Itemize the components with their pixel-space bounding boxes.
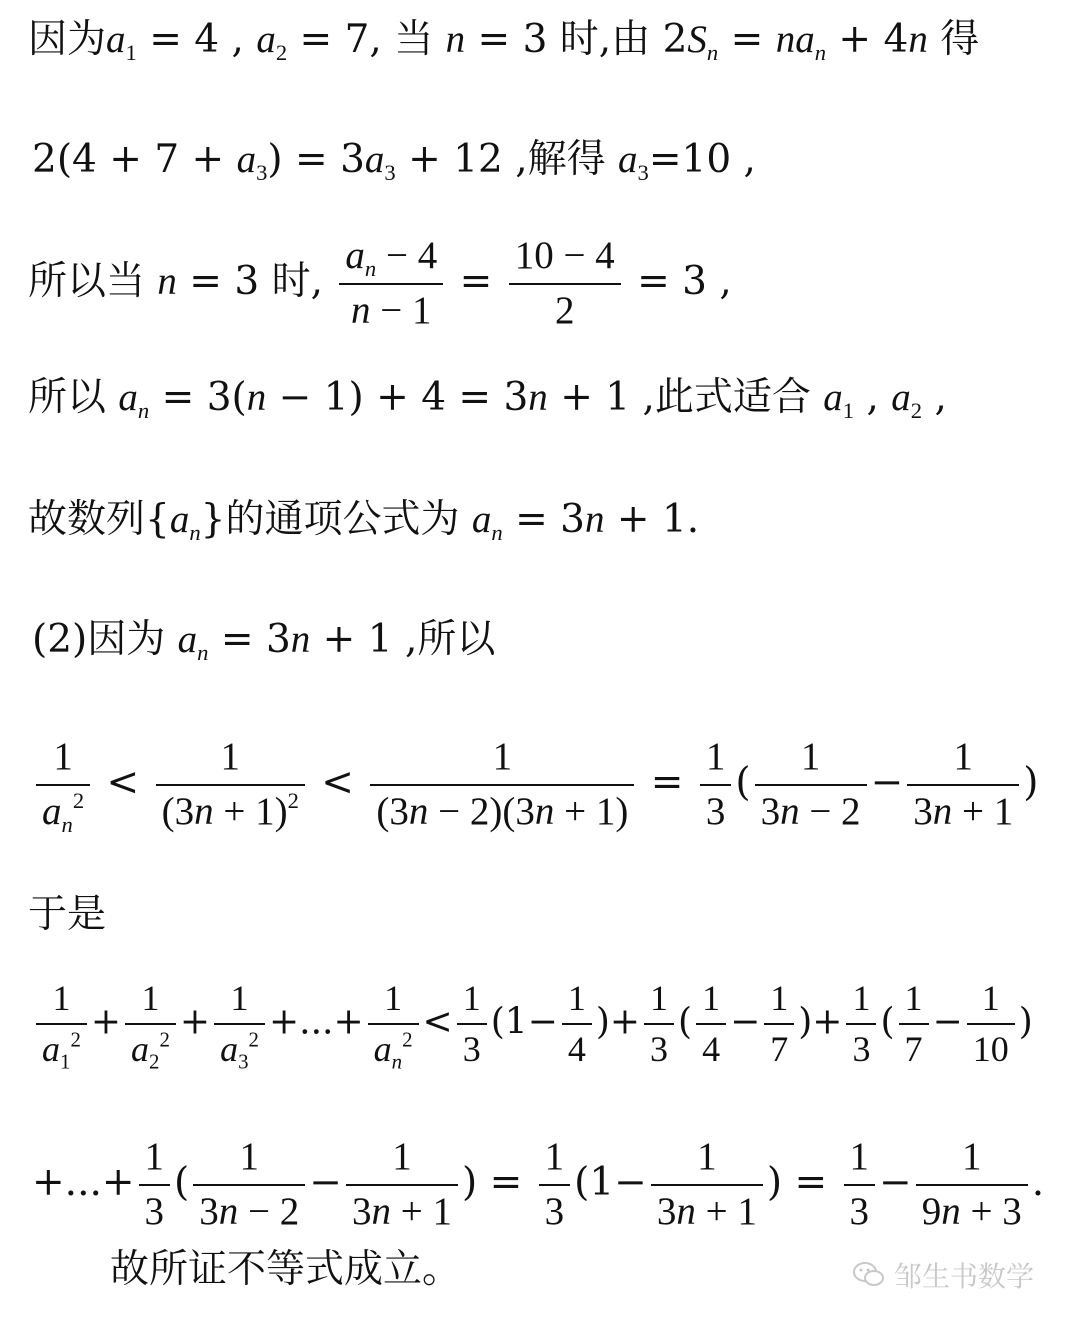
inequality-line: $\frac{1}{a_n^2}$ < $\frac{1}{(3n + 1)^2}$ < $\frac{1}{(3n - 2)(3n + 1)}$ = $\frac{1}{3}$ ( $\frac{1}{3n - 2}$ − $\frac{1}{3n + 1}$ ) <box>32 735 1038 835</box>
text-line-4: 所以 $a_n = 3(n - 1) + 4 = 3n + 1$ ,此式适合 $a_1$ , $a_2$ , <box>28 375 947 423</box>
conclusion-line: 故所证不等式成立。 <box>110 1247 462 1292</box>
sum-line-1: $\frac{1}{a_1^2}$ + $\frac{1}{a_2^2}$ + $\frac{1}{a_3^2}$ +...+ $\frac{1}{a_n^2}$ < $\frac{1}{3}$ (1− $\frac{1}{4}$ )+ $\frac{1}{3}$ ( $\frac{1}{4}$ − $\frac{1}{7}$ )+ $\frac{1}{3}$ ( $\frac{1}{7}$ − $\frac{1}{10}$ ) <box>32 978 1033 1071</box>
fraction-an-minus-4: $\frac{a_n - 4}{n - 1}$ <box>339 234 443 334</box>
text-line-8: 于是 <box>28 892 107 937</box>
watermark-text: 邹生书数学 <box>894 1260 1035 1293</box>
wechat-icon <box>852 1260 886 1290</box>
watermark <box>852 1255 1034 1295</box>
fraction-10-minus-4: $\frac{10 - 4}{2}$ <box>509 234 621 334</box>
sum-line-2: +...+ $\frac{1}{3}$ ( $\frac{1}{3n - 2}$ − $\frac{1}{3n + 1}$ ) = $\frac{1}{3}$ (1− $\frac{1}{3n + 1}$ ) = $\frac{1}{3}$ − $\frac{1}{9n + 3}$ . <box>32 1135 1045 1233</box>
text-line-1: 因为$a_1 = 4$ , $a_2 = 7$, 当 n = 3 时,由 $2S_n = na_n + 4n$ 得 <box>28 17 980 65</box>
text-line-3: 所以当 n = 3 时, $\frac{a_n - 4}{n - 1}$ = $\frac{10 - 4}{2}$ = 3 , <box>28 234 732 332</box>
text-line-2: $2(4 + 7 + a_3) = 3a_3 + 12$ ,解得 $a_3=10$ , <box>32 137 756 185</box>
text-line-5: 故数列$\{a_n\}$的通项公式为 $a_n = 3n + 1$. <box>28 497 700 545</box>
text-line-6: (2)因为 $a_n = 3n + 1$ ,所以 <box>32 617 496 665</box>
